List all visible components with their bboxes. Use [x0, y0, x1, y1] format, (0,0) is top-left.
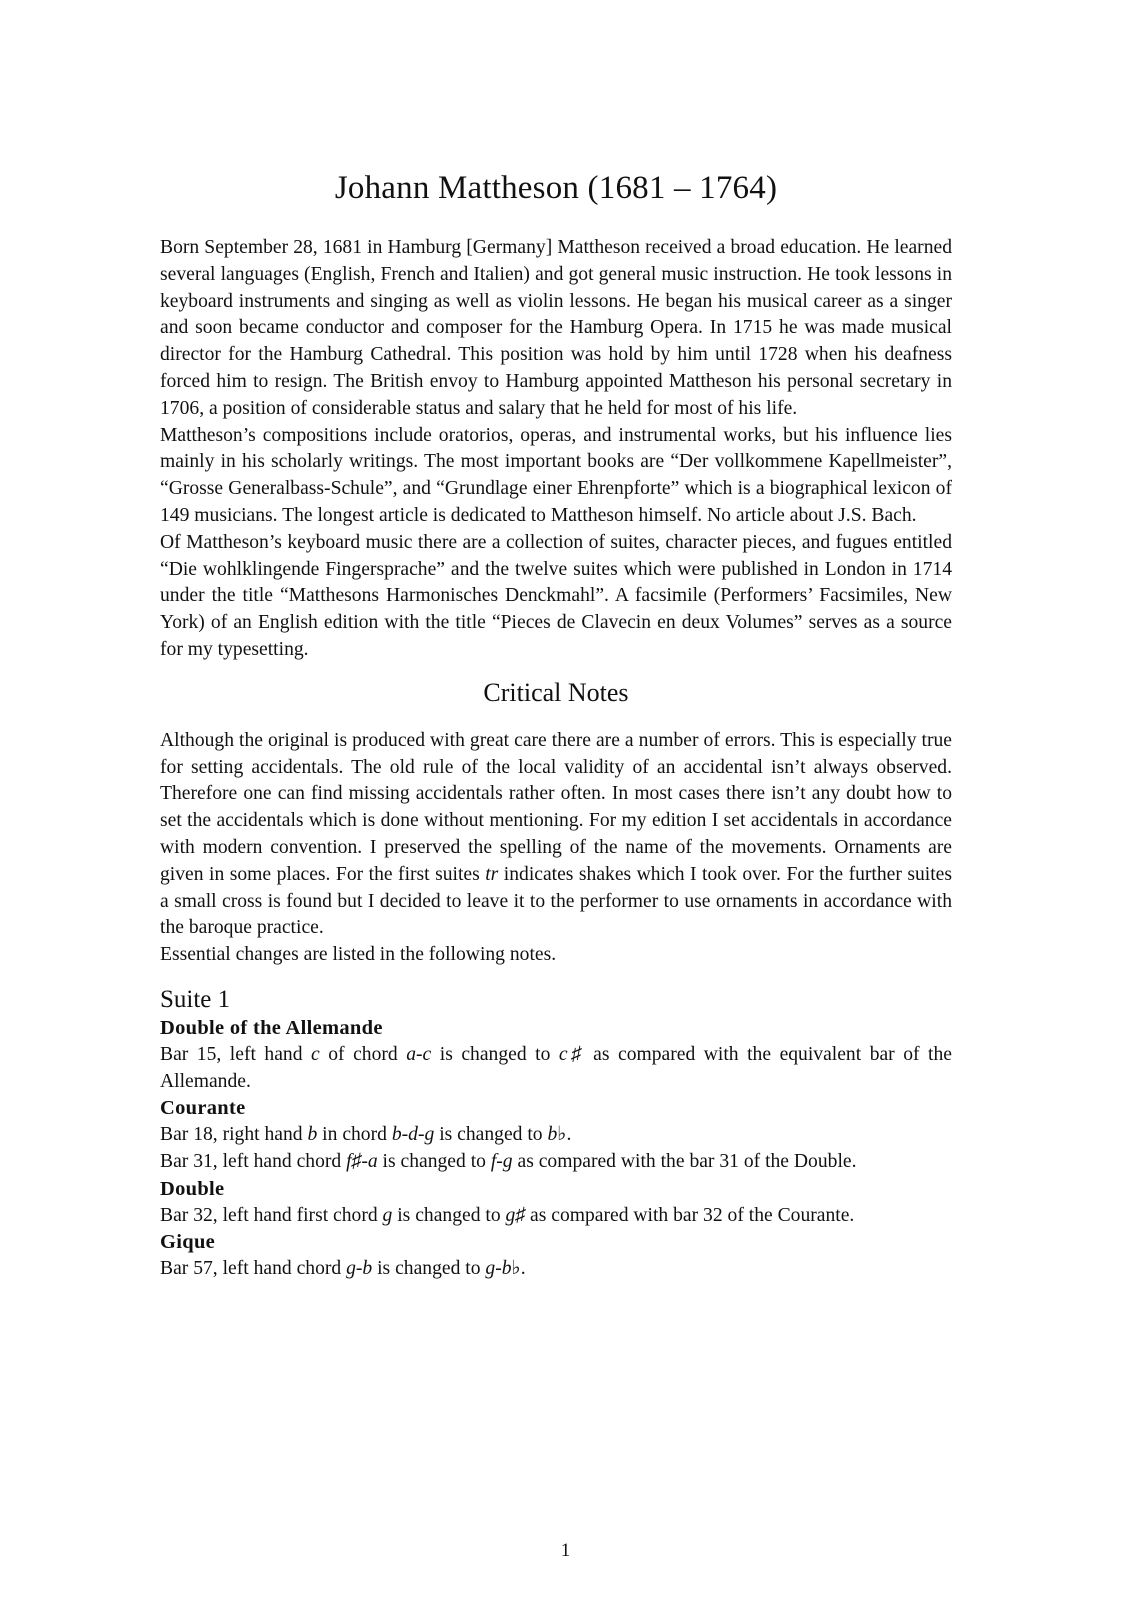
trill-abbreviation: tr — [485, 863, 499, 885]
critical-notes-closing: Essential changes are listed in the following notes. — [160, 944, 557, 966]
critical-note: Bar 31, left hand chord f♯-a is changed to f-g as compared with the bar 31 of the Double. — [160, 1150, 857, 1172]
movement-heading: Double — [160, 1177, 225, 1200]
biography-paragraph-3: Of Mattheson’s keyboard music there are a collection of suites, character pieces, and fugues entitled “Die wohlklingende Fingersprache” and the twelve suites which were published in London in 1714 under the title “Matthesons Harmonisches Denckmahl”. A facsimile (Performers’ Facsimiles, New York) of an English edition with the title “Pieces de Clavecin en deux Volumes” serves as a source for my typesetting. — [160, 531, 952, 660]
note-name: b — [307, 1124, 318, 1146]
note-name: c♯ — [558, 1043, 585, 1065]
intro-text-2: indicates shakes which I took over. For the further suites a small cross is found but I decided to leave it to the performer to use ornaments in accordance with the baroque practice. — [160, 863, 952, 939]
critical-notes-heading: Critical Notes — [483, 677, 629, 707]
note-name: g♯ — [505, 1204, 526, 1226]
document-page — [160, 170, 952, 1283]
critical-notes-intro — [160, 728, 952, 942]
page-number: 1 — [560, 1540, 571, 1561]
note-name: f♯-a — [346, 1150, 378, 1172]
biography-paragraph-2: Mattheson’s compositions include oratorios, operas, and instrumental works, but his influence lies mainly in his scholarly writings. The most important books are “Der vollkommene Kapellmeister”, “Grosse Generalbass-Schule”, and “Grundlage einer Ehrenpforte” which is a biographical lexicon of 149 musicians. The longest article is dedicated to Mattheson himself. No article about J.S. Bach. — [160, 424, 952, 526]
note-name: g-b♭ — [485, 1258, 521, 1280]
critical-note: Bar 18, right hand b in chord b-d-g is changed to b♭. — [160, 1124, 572, 1146]
movement-list — [160, 1015, 952, 1283]
intro-text-1: Although the original is produced with great care there are a number of errors. This is especially true for setting accidentals. The old rule of the local validity of an accidental isn’t always observed. Therefore one can find missing accidentals rather often. In most cases there isn’t any doubt how to set the accidentals which is done without mentioning. For my edition I set accidentals in accordance with modern convention. I preserved the spelling of the name of the movements. Ornaments are given in some places. For the first suites — [160, 729, 952, 885]
critical-note: Bar 57, left hand chord g-b is changed to g-b♭. — [160, 1258, 526, 1280]
movement-heading: Double of the Allemande — [160, 1016, 383, 1039]
movement-heading: Courante — [160, 1097, 246, 1120]
note-name: f-g — [490, 1150, 513, 1172]
note-name: g — [382, 1204, 393, 1226]
critical-note: Bar 15, left hand c of chord a-c is changed to c♯ as compared with the equivalent bar of the Allemande. — [160, 1043, 952, 1092]
note-name: g-b — [346, 1258, 373, 1280]
note-name: b♭ — [547, 1124, 567, 1146]
movement-heading: Gique — [160, 1231, 216, 1254]
suite-heading: Suite 1 — [160, 985, 231, 1013]
note-name: c — [311, 1043, 320, 1065]
biography-paragraph-1: Born September 28, 1681 in Hamburg [Germany] Mattheson received a broad education. He learned several languages (English, French and Italien) and got general music instruction. He took lessons in keyboard instruments and singing as well as violin lessons. He began his musical career as a singer and soon became conductor and composer for the Hamburg Opera. In 1715 he was made musical director for the Hamburg Cathedral. This position was hold by him until 1728 when his deafness forced him to resign. The British envoy to Hamburg appointed Mattheson his personal secretary in 1706, a position of considerable status and salary that he held for most of his life. — [160, 237, 952, 419]
page-title: Johann Mattheson (1681 – 1764) — [334, 170, 778, 206]
note-name: a-c — [406, 1043, 432, 1065]
note-name: b-d-g — [391, 1124, 435, 1146]
critical-note: Bar 32, left hand first chord g is changed to g♯ as compared with bar 32 of the Courante. — [160, 1204, 855, 1226]
